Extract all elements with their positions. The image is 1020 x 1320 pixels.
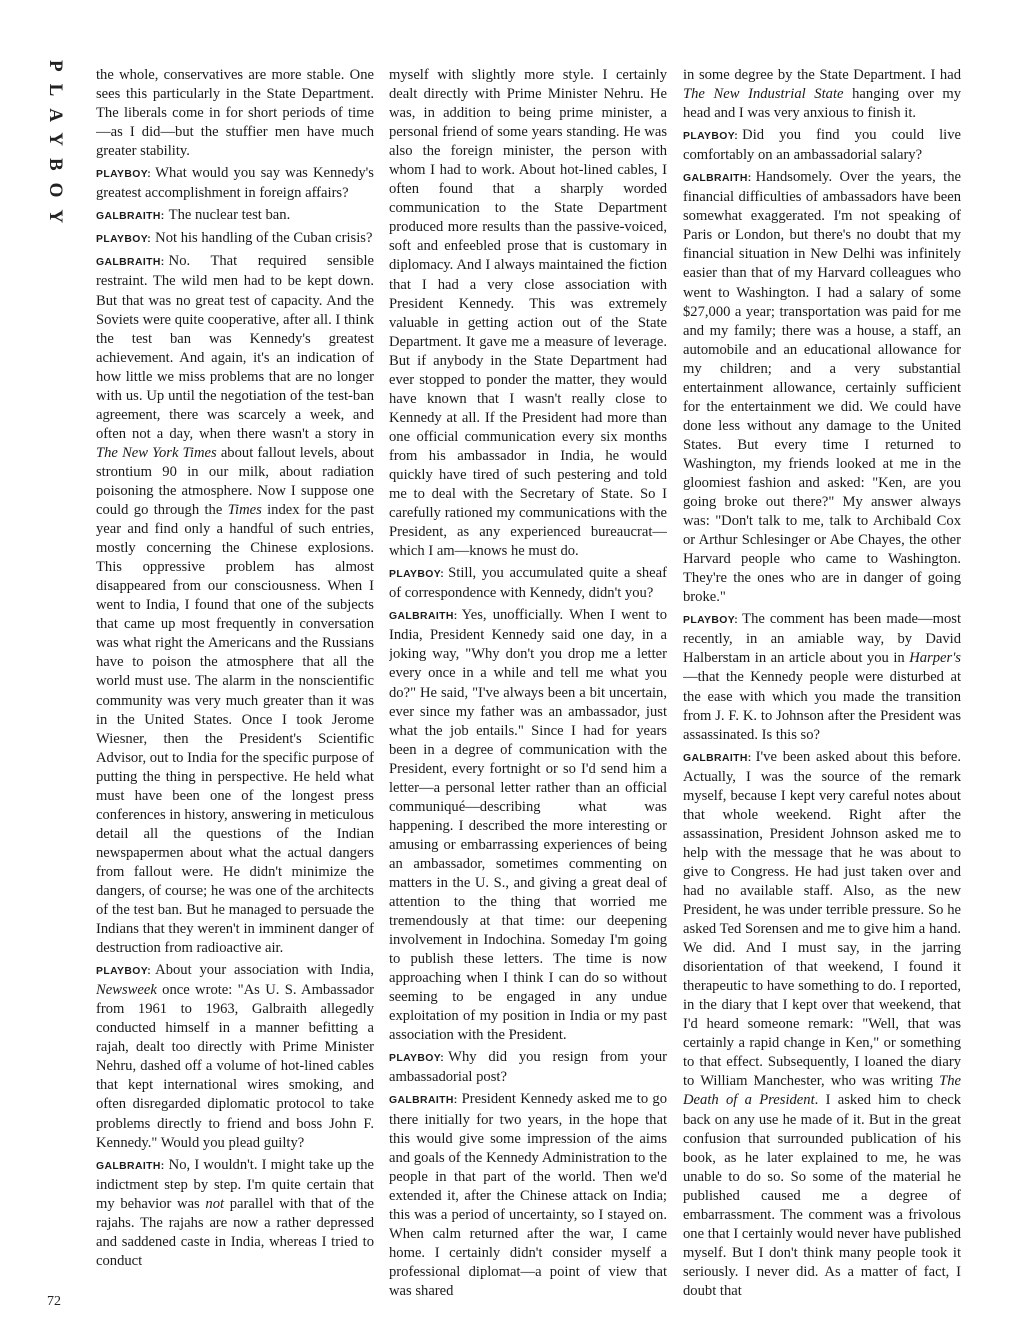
magazine-name: PLAYBOY bbox=[45, 60, 66, 236]
body-text: in some degree by the State Department. I had bbox=[683, 67, 961, 83]
body-text: About your association with India, bbox=[155, 962, 374, 979]
text-column-3 bbox=[683, 66, 961, 1306]
italic-title-text: Harper's bbox=[909, 650, 961, 667]
body-text: No, I wouldn't. I might take up the indictment step by step. I'm quite certain that my behavior was bbox=[96, 1156, 374, 1212]
body-text: Handsomely. Over the years, the financial difficulties of ambassadors have been somewhat exaggerated. I'm not speaking of Paris or London, but there's no doubt that my financial situation in New Delhi was infinitely easier than that of my Harvard colleagues who went to Washington. I had a salary of some $27,000 a year; transportation was paid for me and my family; there was a house, a staff, an automobile and an educational allowance for my children; and a very substantial entertainment allowance, certainly sufficient for the entertainment we did. We could have done less without any damage to the United States. But every time I returned to Washington, my friends looked at me in the gloomiest fashion and asked: "Ken, are you going broke out there?" My answer always was: "Don't talk to me, talk to Archibald Cox or Arthur Schlesinger or Abe Chayes, the other Harvard people who came to Washington. They're the ones who are in danger of going broke." bbox=[683, 169, 961, 606]
interview-paragraph bbox=[389, 564, 667, 603]
italic-title-text: The Death of a President bbox=[683, 1073, 961, 1109]
body-text: hanging over my head and I was very anxious to finish it. bbox=[683, 86, 961, 122]
interview-paragraph bbox=[683, 748, 961, 1301]
italic-title-text: not bbox=[205, 1195, 225, 1212]
italic-title-text: The New York Times bbox=[96, 444, 217, 461]
body-text: . I asked him to check back on any use he made of it. But in the great confusion that surrounded publication of his book, as he later explained to me, he was unable to do so. So some of the material he published caused me a degree of embarrassment. The comment was a frivolous one that I certainly would never have published myself. But I don't think many people took it seriously. I never did. As a matter of fact, I doubt that bbox=[683, 1092, 961, 1299]
interview-paragraph bbox=[683, 126, 961, 165]
speaker-label: PLAYBOY: bbox=[96, 169, 152, 181]
body-text: the whole, conservatives are more stable. One sees this particularly in the State Department. The liberals come in for short periods of time—as I did—but the stuffier men have much greater stability. bbox=[96, 67, 374, 160]
interview-paragraph bbox=[96, 206, 374, 226]
interview-paragraph bbox=[96, 1156, 374, 1271]
body-text: President Kennedy asked me to go there initially for two years, in the hope that this would give some impression of the aims and goals of the Kennedy Administration to the people in that part of the world. Then we'd extended it, after the Chinese attack on India; this was a period of uncertainty, so I stayed on. When calm returned after the war, I came home. I certainly didn't consider myself a professional diplomat—a point of view that was shared bbox=[389, 1091, 667, 1299]
speaker-label: PLAYBOY: bbox=[389, 1053, 445, 1065]
body-text: Still, you accumulated quite a sheaf of correspondence with Kennedy, didn't you? bbox=[389, 565, 667, 602]
text-column-1 bbox=[96, 66, 374, 1306]
body-text: The comment has been made—most recently, in an amiable way, by David Halberstam in an article about you in bbox=[683, 611, 961, 667]
body-text: myself with slightly more style. I certainly dealt directly with Prime Minister Nehru. He was, in addition to being prime minister, a personal friend of some years standing. He was also the foreign minister, the person with whom I had to work. About hot-lined cables, I often found that a sharply worded communication to the State Department produced more results than the passive-voiced, soft and enfeebled prose that is customary in diplomacy. And I always maintained the fiction that I had a very close association with President Kennedy. This was extremely valuable in getting action out of the State Department. It gave me a measure of leverage. But if anybody in the State Department had ever stopped to ponder the matter, they would have known that I wasn't really close to Kennedy at all. If the President had more than one official communication every six months from his ambassador in India, he would quickly have tired of such pestering and told me to deal with the Secretary of State. So I carefully rationed my communications with the President, as any experienced bureaucrat—which I am—knows he must do. bbox=[389, 67, 667, 560]
interview-paragraph bbox=[96, 961, 374, 1152]
speaker-label: GALBRAITH: bbox=[96, 257, 165, 269]
body-text: about fallout levels, about strontium 90 in our milk, about radiation poisoning the atmosphere. Now I suppose one could go through the bbox=[96, 444, 374, 519]
interview-paragraph bbox=[683, 610, 961, 744]
speaker-label: PLAYBOY: bbox=[389, 569, 445, 581]
body-text: I've been asked about this before. Actually, I was the source of the remark myself, because I kept very careful notes about that whole weekend. Right after the assassination, President Johnson asked me to help with the message that he was about to give to Congress. He had just taken over and had no available staff. Also, as the new President, he was under terrible pressure. So he asked Ted Sorensen and me to give him a hand. We did. And I must say, in the jarring disorientation of that weekend, I found it therapeutic to have something to do. I reported, in the diary that I kept over that weekend, that I'd heard someone remark: "Well, that was certainly a rapid change in Ken," or something to that effect. Subsequently, I loaned the diary to William Manchester, who was writing bbox=[683, 748, 961, 1090]
interview-paragraph bbox=[389, 66, 667, 561]
body-text: index for the past year and find only a handful of such entries, mostly concerning the Chinese explosions. This oppressive problem has almost disappeared from our consciousness. When I went to India, I found that one of the subjects that came up most frequently in conversation was what right the Americans and the Russians have to poison the atmosphere that all the world must use. The alarm in the nonscientific community was very much greater than it was in the United States. Once I took Jerome Wiesner, then the President's Scientific Advisor, out to India for the specific purpose of putting the thing in perspective. He held what must have been one of the longest press conferences in history, answering in meticulous detail all the questions of the Indian newspapermen about what the actual dangers from fallout were. He didn't minimize the dangers, of course; he was one of the architects of the test ban. But he managed to persuade the Indians that they weren't in imminent danger of destruction from radioactive air. bbox=[96, 502, 374, 957]
body-text: Not his handling of the Cuban crisis? bbox=[155, 230, 373, 247]
body-text: Yes, unofficially. When I went to India, President Kennedy said one day, in a joking way, "Why don't you drop me a letter every once in a while and tell me what you do?" He said, "I've always been a bit uncertain, ever since my father was an ambassador, just what the job entails." Since I had for years been in a degree of communication with the President, every fortnight or so I'd send him a letter—a personal letter rather than an official communiqué—describing what was happening. I described the more interesting or amusing or embarrassing experiences of being an ambassador, sometimes commenting on matters in the U. S., and giving a great deal of attention to the thing that worried me tremendously at that time: our deepening involvement in Indochina. Someday I'm going to publish these letters. The time is now approaching when I think I can do so without seeming to be engaged in any undue exploitation of my position in India or my past association with the President. bbox=[389, 607, 667, 1044]
speaker-label: PLAYBOY: bbox=[683, 131, 739, 143]
interview-paragraph bbox=[96, 66, 374, 161]
speaker-label: GALBRAITH: bbox=[96, 1160, 165, 1172]
italic-title-text: Times bbox=[227, 502, 262, 519]
speaker-label: GALBRAITH: bbox=[96, 211, 165, 223]
body-text: What would you say was Kennedy's greatest accomplishment in foreign affairs? bbox=[96, 165, 374, 202]
speaker-label: PLAYBOY: bbox=[96, 966, 152, 978]
interview-paragraph bbox=[389, 1090, 667, 1301]
body-text: The nuclear test ban. bbox=[168, 207, 291, 224]
speaker-label: PLAYBOY: bbox=[96, 234, 152, 246]
body-text: No. That required sensible restraint. The wild men had to be kept down. But that was no great test of capacity. And the Soviets were quite cooperative, after all. I think the test ban was Kennedy's greatest achievement. And again, it's an indication of how little we miss problems that are no longer with us. Up until the negotiation of the test-ban agreement, there was scarcely a week, and often not a day, when there wasn't a story in bbox=[96, 253, 374, 442]
interview-paragraph bbox=[683, 66, 961, 123]
body-text: —that the Kennedy people were disturbed at the ease with which you made the transition from J. F. K. to Johnson after the President was assassinated. Is this so? bbox=[683, 669, 961, 743]
italic-title-text: The New Industrial State bbox=[683, 86, 844, 103]
body-text: parallel with that of the rajahs. The rajahs are now a rather depressed and saddened caste in India, whereas I tried to conduct bbox=[96, 1195, 374, 1269]
interview-paragraph bbox=[389, 1048, 667, 1087]
interview-paragraph bbox=[96, 229, 374, 249]
body-text: Why did you resign from your ambassadorial post? bbox=[389, 1049, 667, 1086]
interview-paragraph bbox=[389, 606, 667, 1045]
italic-title-text: Newsweek bbox=[96, 982, 157, 999]
interview-paragraph bbox=[96, 252, 374, 958]
page-number: 72 bbox=[47, 1294, 61, 1309]
magazine-spine-label bbox=[42, 60, 70, 320]
speaker-label: GALBRAITH: bbox=[683, 173, 752, 185]
speaker-label: GALBRAITH: bbox=[683, 752, 752, 764]
text-column-2 bbox=[389, 66, 667, 1306]
interview-paragraph bbox=[96, 164, 374, 203]
speaker-label: PLAYBOY: bbox=[683, 615, 739, 627]
speaker-label: GALBRAITH: bbox=[389, 1095, 458, 1107]
body-text: once wrote: "As U. S. Ambassador from 1961 to 1963, Galbraith allegedly conducted himself in a manner befitting a rajah, dealt too directly with Prime Minister Nehru, dashed off a volume of hot-lined cables that kept international wires smoking, and often disregarded diplomatic protocol to take problems directly to friend and boss John F. Kennedy." Would you plead guilty? bbox=[96, 982, 374, 1151]
body-text: Did you find you could live comfortably on an ambassadorial salary? bbox=[683, 127, 961, 164]
speaker-label: GALBRAITH: bbox=[389, 611, 458, 623]
interview-paragraph bbox=[683, 168, 961, 607]
